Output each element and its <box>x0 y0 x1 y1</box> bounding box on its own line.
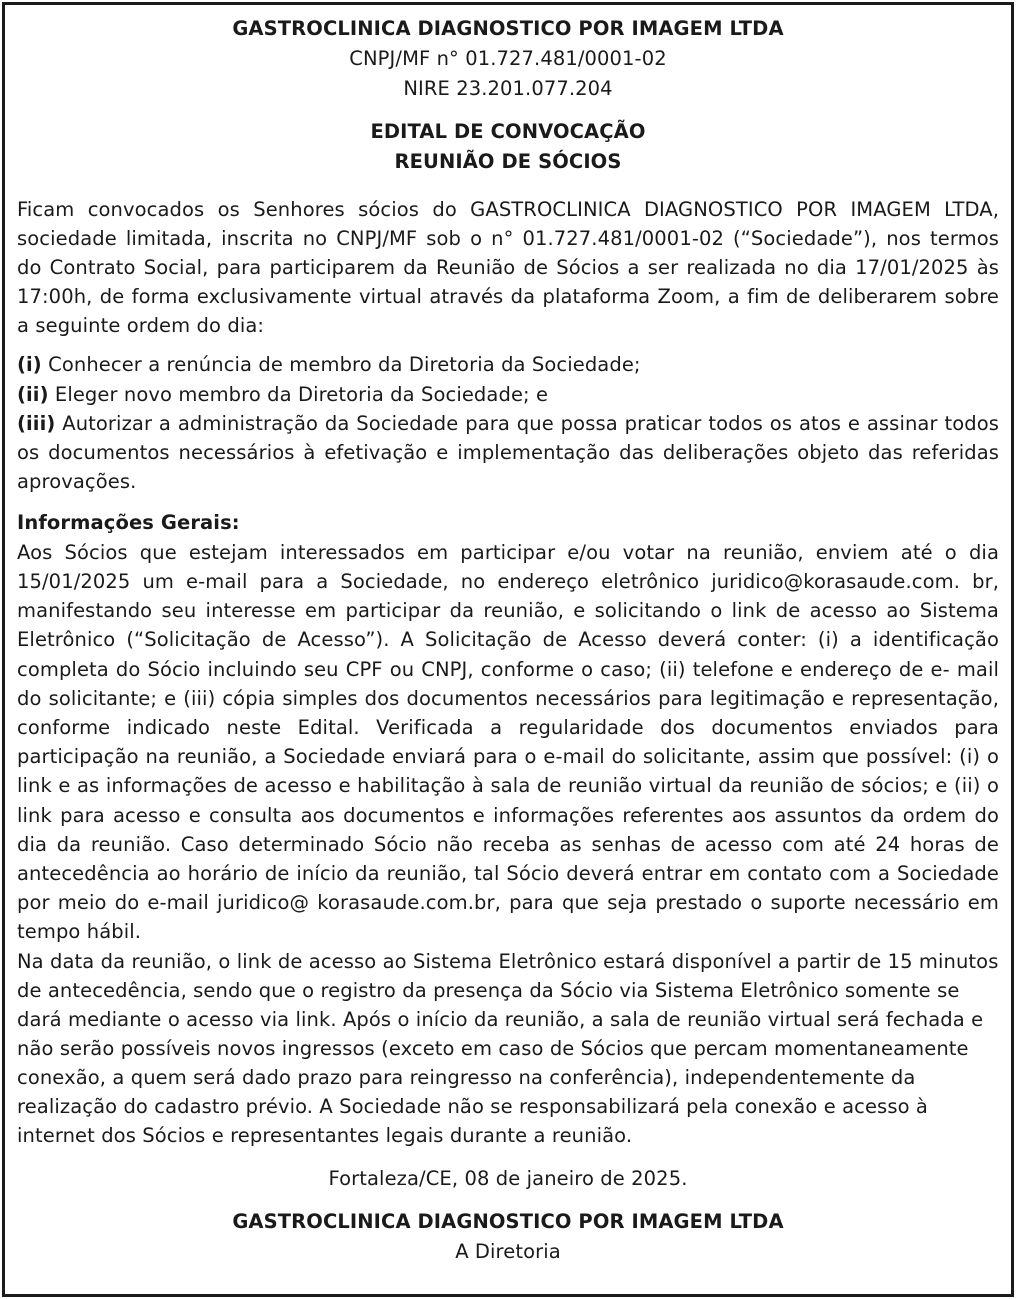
notice-document <box>17 14 999 1267</box>
signature-company: GASTROCLINICA DIAGNOSTICO POR IMAGEM LTDA <box>232 1210 784 1234</box>
notice-title-line2: REUNIÃO DE SÓCIOS <box>394 150 622 173</box>
header-cnpj: CNPJ/MF n° 01.727.481/0001-02 <box>349 47 667 70</box>
agenda-item-3 <box>17 409 999 497</box>
header-nire: NIRE 23.201.077.204 <box>403 77 613 100</box>
agenda-list <box>17 350 999 496</box>
agenda-item-marker: (i) <box>17 353 42 377</box>
place-date: Fortaleza/CE, 08 de janeiro de 2025. <box>328 1167 688 1191</box>
info-heading: Informações Gerais: <box>17 511 240 535</box>
agenda-item-marker: (iii) <box>17 411 56 435</box>
agenda-item-marker: (ii) <box>17 382 49 406</box>
notice-title <box>17 117 999 177</box>
agenda-item-text: Conhecer a renúncia de membro da Diretoria da Sociedade; <box>41 353 641 377</box>
header-company-name: GASTROCLINICA DIAGNOSTICO POR IMAGEM LTDA <box>232 17 784 40</box>
agenda-item-text: Eleger novo membro da Diretoria da Sociedade; e <box>48 382 549 406</box>
info-paragraph-1: Aos Sócios que estejam interessados em participar e/ou votar na reunião, enviem até o dia 15/01/2025 um e-mail para a Sociedade, no endereço eletrônico juridico@korasaude.com. br, manifestando seu interesse em participar da reunião, e solicitando o link de acesso ao Sistema Eletrônico (“Solicitação de Acesso”). A Solicitação de Acesso deverá conter: (i) a identificação completa do Sócio incluindo seu CPF ou CNPJ, conforme o caso; (ii) telefone e endereço de e- mail do solicitante; e (iii) cópia simples dos documentos necessários para legitimação e representação, conforme indicado neste Edital. Verificada a regularidade dos documentos enviados para participação na reunião, a Sociedade enviará para o e-mail do solicitante, assim que possível: (i) o link e as informações de acesso e habilitação à sala de reunião virtual da reunião de sócios; e (ii) o link para acesso e consulta aos documentos e informações referentes aos assuntos da ordem do dia da reunião. Caso determinado Sócio não receba as senhas de acesso com até 24 horas de antecedência ao horário de início da reunião, tal Sócio deverá entrar em contato com a Sociedade por meio do e-mail juridico@ korasaude.com.br, para que seja prestado o suporte necessário em tempo hábil. <box>17 540 999 944</box>
agenda-item-2 <box>17 380 999 409</box>
agenda-item-1 <box>17 350 999 379</box>
agenda-item-text: Autorizar a administração da Sociedade para que possa praticar todos os atos e assinar todos os documentos necessários à efetivação e implementação das deliberações objeto das referidas aprovações. <box>17 411 999 494</box>
intro-paragraph: Ficam convocados os Senhores sócios do GASTROCLINICA DIAGNOSTICO POR IMAGEM LTDA, sociedade limitada, inscrita no CNPJ/MF sob o n° 01.727.481/0001-02 (“Sociedade”), nos termos do Contrato Social, para participarem da Reunião de Sócios a ser realizada no dia 17/01/2025 às 17:00h, de forma exclusivamente virtual através da plataforma Zoom, a fim de deliberarem sobre a seguinte ordem do dia: <box>17 198 999 338</box>
info-paragraph-2: Na data da reunião, o link de acesso ao Sistema Eletrônico estará disponível a partir de 15 minutos de antecedência, sendo que o registro da presença da Sócio via Sistema Eletrônico somente se dará mediante o acesso via link. Após o início da reunião, a sala de reunião virtual será fechada e não serão possíveis novos ingressos (exceto em caso de Sócios que percam momentaneamente conexão, a quem será dado prazo para reingresso na conferência), independentemente da realização do cadastro prévio. A Sociedade não se responsabilizará pela conexão e acesso à internet dos Sócios e representantes legais durante a reunião. <box>17 949 999 1148</box>
notice-title-line1: EDITAL DE CONVOCAÇÃO <box>370 120 646 143</box>
signature-signatory: A Diretoria <box>455 1240 561 1264</box>
